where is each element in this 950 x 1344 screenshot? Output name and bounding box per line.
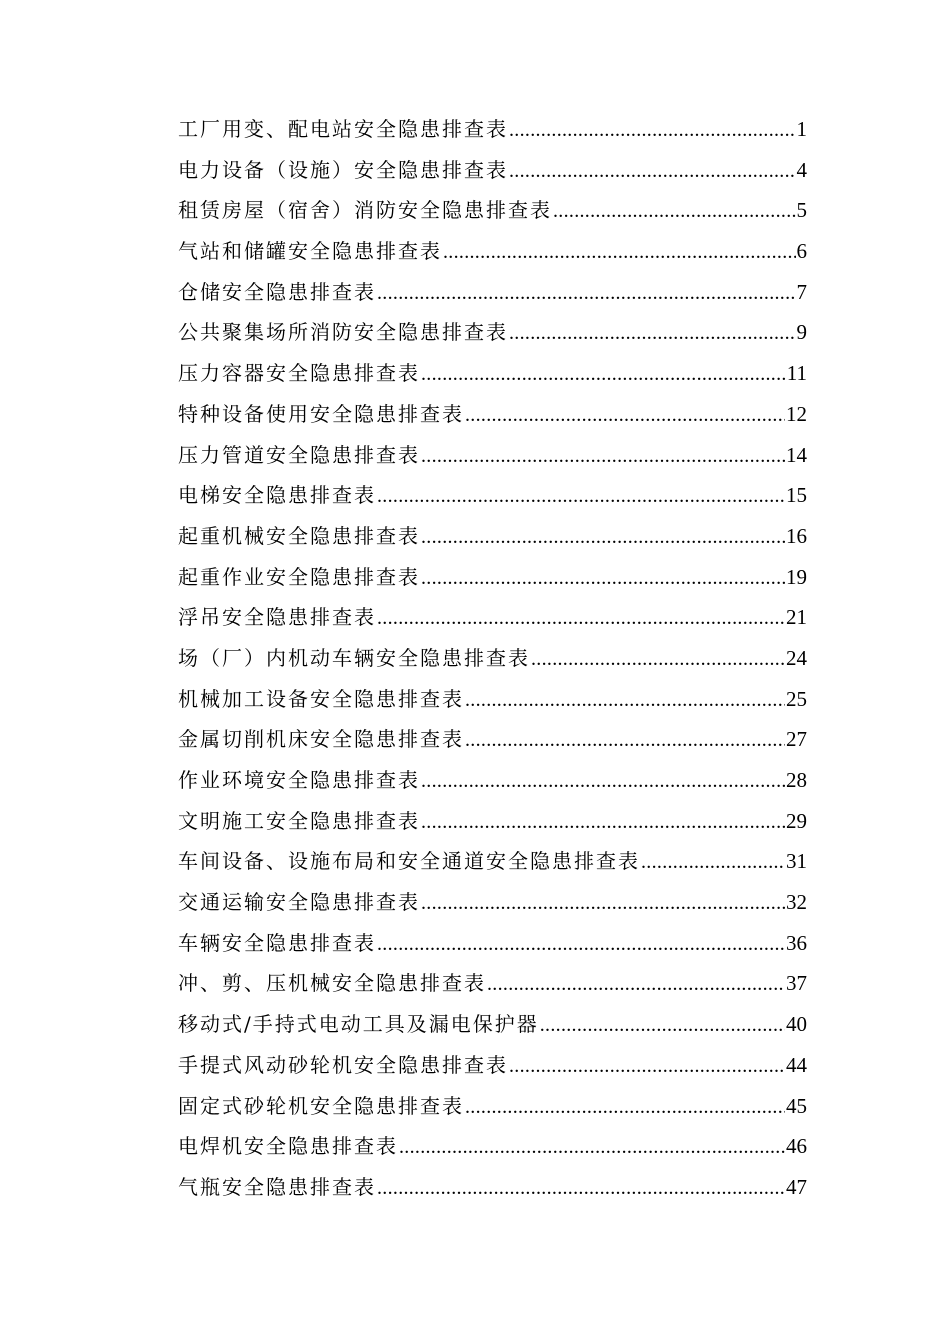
toc-dot-leader <box>553 191 796 232</box>
toc-dot-leader <box>377 924 785 965</box>
toc-entry-title: 工厂用变、配电站安全隐患排查表 <box>178 117 508 141</box>
toc-entry[interactable] <box>178 1167 807 1208</box>
toc-dot-leader <box>465 680 785 721</box>
toc-entry[interactable] <box>178 597 807 638</box>
toc-entry[interactable] <box>178 1126 807 1167</box>
toc-entry[interactable] <box>178 231 807 272</box>
toc-entry-title: 冲、剪、压机械安全隐患排查表 <box>178 971 486 996</box>
toc-entry-title: 交通运输安全隐患排查表 <box>178 890 420 915</box>
toc-entry-page: 21 <box>786 605 807 630</box>
toc-entry-title: 车辆安全隐患排查表 <box>178 930 376 955</box>
toc-entry[interactable] <box>178 638 807 679</box>
toc-entry-page: 4 <box>796 157 807 182</box>
toc-dot-leader <box>509 110 796 151</box>
toc-entry[interactable] <box>178 841 807 882</box>
toc-entry-page: 5 <box>796 198 807 223</box>
toc-entry[interactable] <box>178 109 807 150</box>
toc-dot-leader <box>399 1127 785 1168</box>
toc-entry-title: 车间设备、设施布局和安全通道安全隐患排查表 <box>178 849 640 874</box>
toc-entry-title: 场（厂）内机动车辆安全隐患排查表 <box>178 645 530 670</box>
toc-entry[interactable] <box>178 760 807 801</box>
toc-entry-title: 电焊机安全隐患排查表 <box>178 1134 398 1159</box>
toc-entry-page: 31 <box>786 849 807 874</box>
toc-entry[interactable] <box>178 516 807 557</box>
toc-entry-page: 28 <box>786 768 807 792</box>
toc-entry-title: 文明施工安全隐患排查表 <box>178 808 420 833</box>
toc-entry-title: 移动式/手持式电动工具及漏电保护器 <box>178 1012 539 1037</box>
toc-dot-leader <box>377 1168 785 1209</box>
toc-entry-title: 金属切削机床安全隐患排查表 <box>178 727 464 752</box>
toc-dot-leader <box>377 476 785 517</box>
toc-entry[interactable] <box>178 1086 807 1127</box>
toc-entry-page: 47 <box>786 1174 807 1199</box>
toc-entry-page: 36 <box>786 930 807 955</box>
toc-entry[interactable] <box>178 1004 807 1045</box>
toc-entry[interactable] <box>178 435 807 476</box>
toc-dot-leader <box>465 395 785 436</box>
toc-entry[interactable] <box>178 557 807 598</box>
toc-entry[interactable] <box>178 394 807 435</box>
toc-entry-title: 特种设备使用安全隐患排查表 <box>178 401 464 426</box>
toc-entry-page: 11 <box>786 361 807 386</box>
toc-dot-leader <box>465 1087 785 1128</box>
toc-entry-title: 起重作业安全隐患排查表 <box>178 564 420 589</box>
toc-entry-title: 仓储安全隐患排查表 <box>178 279 376 304</box>
toc-entry-title: 压力管道安全隐患排查表 <box>178 442 420 467</box>
toc-entry-title: 固定式砂轮机安全隐患排查表 <box>178 1093 464 1118</box>
toc-dot-leader <box>509 151 796 192</box>
toc-dot-leader <box>443 232 796 273</box>
toc-entry-page: 16 <box>786 523 807 548</box>
toc-entry-page: 15 <box>786 483 807 508</box>
toc-dot-leader <box>421 354 786 395</box>
table-of-contents <box>178 109 807 1208</box>
toc-entry[interactable] <box>178 190 807 231</box>
toc-entry[interactable] <box>178 272 807 313</box>
toc-entry[interactable] <box>178 963 807 1004</box>
toc-dot-leader <box>421 436 785 477</box>
toc-entry[interactable] <box>178 882 807 923</box>
toc-entry-page: 27 <box>786 727 807 752</box>
toc-entry-page: 25 <box>786 686 807 711</box>
toc-entry-title: 公共聚集场所消防安全隐患排查表 <box>178 320 508 345</box>
toc-entry-page: 44 <box>786 1052 807 1077</box>
toc-entry-page: 32 <box>786 890 807 915</box>
toc-dot-leader <box>421 761 785 802</box>
toc-dot-leader <box>377 273 796 314</box>
toc-entry[interactable] <box>178 475 807 516</box>
toc-entry-title: 压力容器安全隐患排查表 <box>178 361 420 386</box>
toc-entry[interactable] <box>178 353 807 394</box>
toc-entry-page: 7 <box>796 279 807 304</box>
toc-dot-leader <box>421 883 785 924</box>
toc-entry-title: 手提式风动砂轮机安全隐患排查表 <box>178 1052 508 1077</box>
toc-entry-title: 作业环境安全隐患排查表 <box>178 768 420 792</box>
toc-entry-title: 浮吊安全隐患排查表 <box>178 605 376 630</box>
toc-entry-page: 19 <box>786 564 807 589</box>
toc-entry[interactable] <box>178 1045 807 1086</box>
toc-entry-page: 46 <box>786 1134 807 1159</box>
toc-entry[interactable] <box>178 150 807 191</box>
toc-entry[interactable] <box>178 719 807 760</box>
toc-entry-title: 气站和储罐安全隐患排查表 <box>178 239 442 264</box>
toc-dot-leader <box>465 720 785 761</box>
toc-dot-leader <box>487 964 785 1005</box>
toc-entry[interactable] <box>178 923 807 964</box>
toc-dot-leader <box>421 802 785 843</box>
toc-entry-page: 40 <box>786 1012 807 1037</box>
toc-entry-title: 电梯安全隐患排查表 <box>178 483 376 508</box>
toc-entry-title: 机械加工设备安全隐患排查表 <box>178 686 464 711</box>
toc-entry-page: 1 <box>796 117 807 141</box>
toc-entry[interactable] <box>178 679 807 720</box>
toc-entry-page: 12 <box>786 401 807 426</box>
toc-dot-leader <box>421 517 785 558</box>
toc-entry-page: 45 <box>786 1093 807 1118</box>
toc-entry-title: 起重机械安全隐患排查表 <box>178 523 420 548</box>
toc-dot-leader <box>421 558 785 599</box>
toc-dot-leader <box>641 842 785 883</box>
toc-dot-leader <box>540 1005 785 1046</box>
toc-entry[interactable] <box>178 312 807 353</box>
toc-dot-leader <box>531 639 785 680</box>
toc-entry-page: 29 <box>786 808 807 833</box>
toc-entry-title: 租赁房屋（宿舍）消防安全隐患排查表 <box>178 198 552 223</box>
toc-entry-page: 9 <box>796 320 807 345</box>
toc-entry-title: 气瓶安全隐患排查表 <box>178 1174 376 1199</box>
toc-dot-leader <box>509 1046 785 1087</box>
toc-entry-page: 37 <box>786 971 807 996</box>
toc-entry-title: 电力设备（设施）安全隐患排查表 <box>178 157 508 182</box>
toc-dot-leader <box>377 598 785 639</box>
toc-dot-leader <box>509 313 796 354</box>
toc-entry-page: 14 <box>786 442 807 467</box>
toc-entry[interactable] <box>178 801 807 842</box>
toc-entry-page: 6 <box>796 239 807 264</box>
toc-entry-page: 24 <box>786 645 807 670</box>
